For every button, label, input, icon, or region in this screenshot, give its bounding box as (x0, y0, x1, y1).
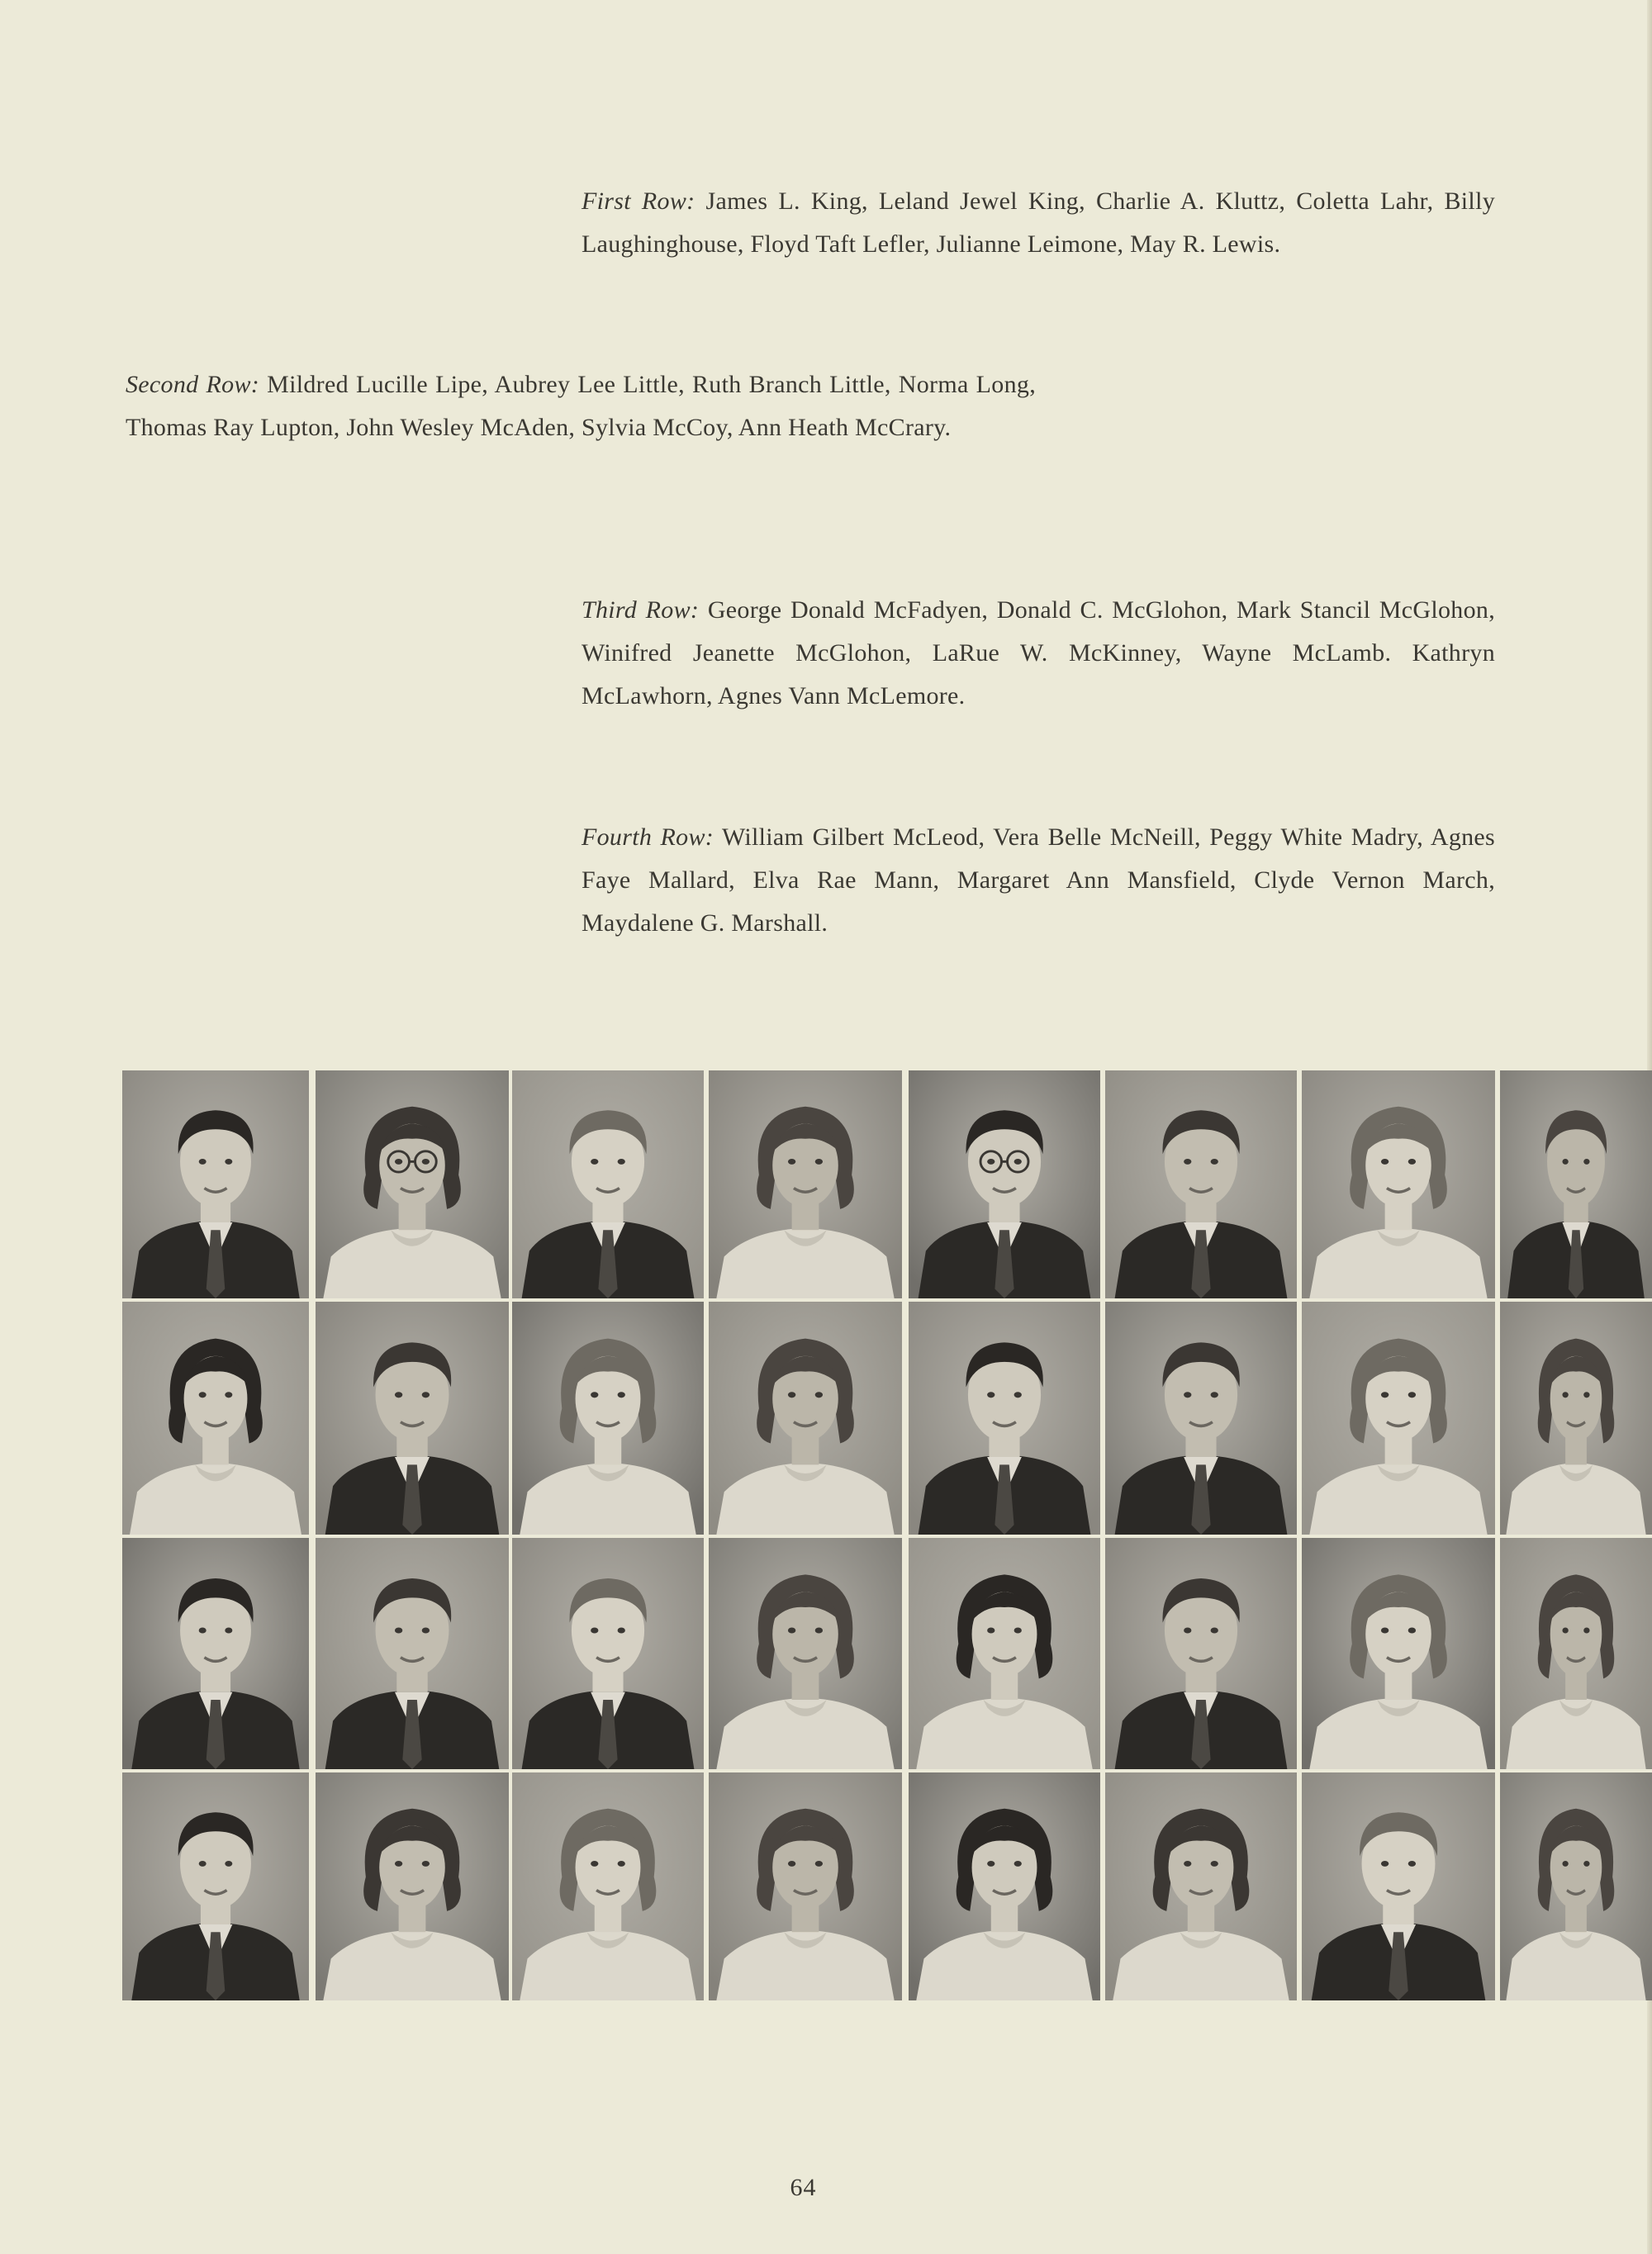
portrait-photo (512, 1772, 704, 2000)
portrait-photo (1105, 1302, 1297, 1535)
caption-first-row (582, 180, 1495, 266)
portrait-photo (316, 1538, 509, 1769)
portrait-photo (512, 1538, 704, 1769)
portrait-photo (1500, 1772, 1652, 2000)
portrait-photo (909, 1070, 1100, 1298)
caption-label: Second Row: (126, 371, 260, 398)
portrait-photo (1105, 1772, 1297, 2000)
portrait-photo (1500, 1538, 1652, 1769)
caption-label: First Row: (582, 187, 695, 215)
portrait-photo (909, 1538, 1100, 1769)
portrait-photo (512, 1070, 704, 1298)
caption-fourth-row (582, 816, 1495, 945)
portrait-photo (1302, 1070, 1495, 1298)
portrait-photo (122, 1070, 309, 1298)
portrait-photo (1500, 1302, 1652, 1535)
portrait-photo (122, 1302, 309, 1535)
portrait-photo (709, 1538, 902, 1769)
portrait-photo (709, 1070, 902, 1298)
portrait-photo (1105, 1070, 1297, 1298)
page-number: 64 (790, 2174, 817, 2201)
caption-label: Fourth Row: (582, 823, 714, 851)
portrait-photo (122, 1538, 309, 1769)
portrait-photo (512, 1302, 704, 1535)
portrait-photo (1302, 1772, 1495, 2000)
portrait-photo (909, 1302, 1100, 1535)
portrait-photo (316, 1772, 509, 2000)
caption-names: George Donald McFadyen, Donald C. McGlohon, Mark Stancil McGlohon, Winifred Jeanette McGlohon, LaRue W. McKinney, Wayne McLamb. Kathryn McLawhorn, Agnes Vann McLemore. (582, 596, 1495, 709)
caption-names: Mildred Lucille Lipe, Aubrey Lee Little, Ruth Branch Little, Norma Long, Thomas Ray Lupton, John Wesley McAden, Sylvia McCoy, Ann Heath McCrary. (126, 371, 1036, 441)
portrait-photo (316, 1070, 509, 1298)
portrait-photo (909, 1772, 1100, 2000)
portrait-photo (1500, 1070, 1652, 1298)
portrait-photo (1302, 1302, 1495, 1535)
portrait-grid (122, 1070, 1652, 2000)
portrait-photo (709, 1302, 902, 1535)
caption-names: William Gilbert McLeod, Vera Belle McNeill, Peggy White Madry, Agnes Faye Mallard, Elva Rae Mann, Margaret Ann Mansfield, Clyde Vernon March, Maydalene G. Marshall. (582, 823, 1496, 937)
portrait-photo (122, 1772, 309, 2000)
caption-names: James L. King, Leland Jewel King, Charlie A. Kluttz, Coletta Lahr, Billy Laughinghouse, Floyd Taft Lefler, Julianne Leimone, May R. Lewis. (582, 187, 1495, 258)
caption-label: Third Row: (582, 596, 700, 624)
portrait-photo (316, 1302, 509, 1535)
caption-third-row (582, 589, 1495, 718)
portrait-photo (1302, 1538, 1495, 1769)
portrait-photo (709, 1772, 902, 2000)
caption-second-row (126, 363, 1036, 449)
portrait-photo (1105, 1538, 1297, 1769)
